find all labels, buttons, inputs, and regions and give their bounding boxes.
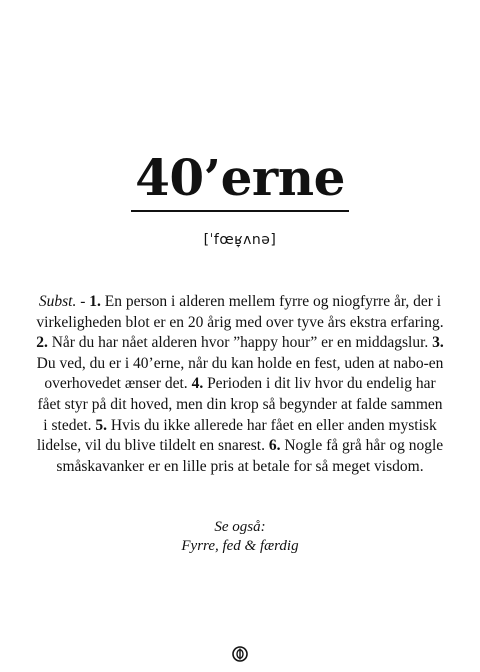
- definition-number: 3.: [432, 334, 444, 352]
- definition-number: 1.: [89, 293, 101, 310]
- definition-item: Nogle få grå hår og nogle småskavanker er en lille pris at betale for så meget visdom.: [56, 437, 444, 475]
- see-also-label: Se også:: [214, 519, 266, 535]
- definition-item: Når du har nået alderen hvor ”happy hour” er en middagslur.: [47, 334, 433, 352]
- pos-separator: -: [76, 293, 90, 310]
- definition-text: [34, 292, 446, 477]
- headword: 40’erne: [131, 148, 349, 212]
- definition-number: 6.: [268, 437, 281, 455]
- part-of-speech: Subst.: [38, 293, 77, 310]
- definition-item: Perioden i dit liv hvor du endelig har fået styr på dit hoved, men din krop så begynder at falde sammen i stedet.: [37, 375, 443, 434]
- definition-number: 2.: [36, 334, 48, 352]
- definition-item: Hvis du ikke allerede har fået en eller anden mystisk lidelse, vil du blive tildelt en snarest.: [36, 416, 437, 455]
- phonetic-transcription: [ˈfœʁ̞ʌnə]: [203, 232, 277, 248]
- definition-number: 4.: [191, 375, 204, 393]
- headword-block: [0, 148, 480, 212]
- see-also: [0, 518, 480, 556]
- definition-number: 5.: [95, 416, 108, 434]
- see-also-value: Fyrre, fed & færdig: [181, 538, 299, 554]
- definition-item: Du ved, du er i 40’erne, når du kan holde en fest, uden at nabo-en overhovedet ænser det.: [36, 354, 444, 393]
- brand-logo-icon: [232, 646, 248, 662]
- definition-item: En person i alderen mellem fyrre og niogfyrre år, der i virkeligheden blot er en 20 årig med over tyve års ekstra erfaring.: [36, 293, 444, 331]
